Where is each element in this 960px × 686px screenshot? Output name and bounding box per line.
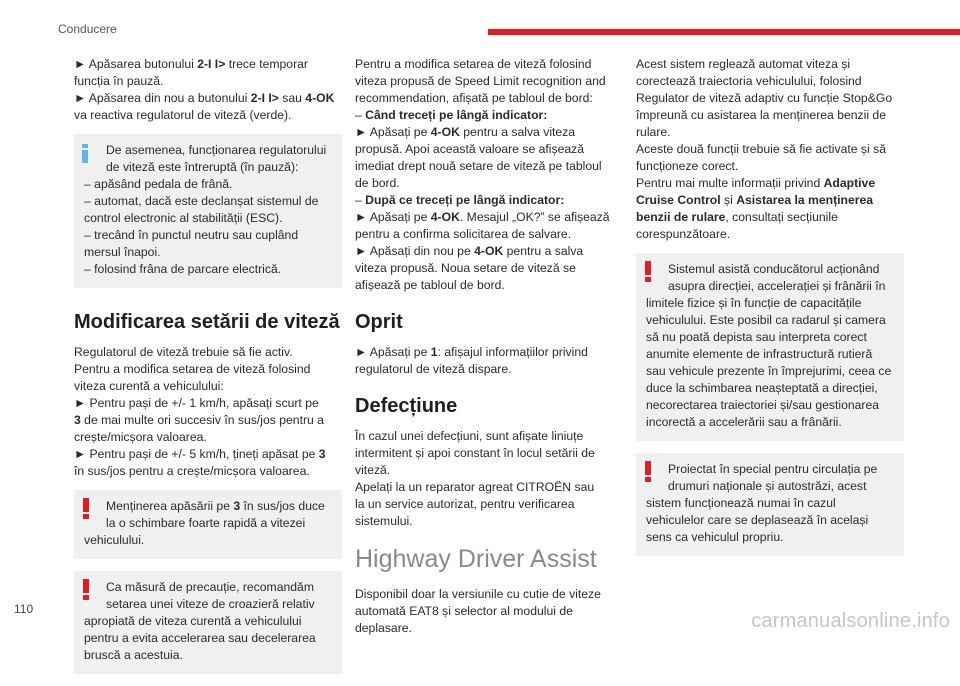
text: Menținerea apăsării pe — [106, 499, 234, 513]
term: Asistarea la menținerea — [736, 193, 874, 207]
text-line — [636, 175, 904, 192]
button-ref: 3 — [233, 499, 241, 513]
term: Cruise Control — [636, 193, 721, 207]
text-line — [355, 344, 623, 361]
section-title: Conducere — [58, 22, 117, 36]
text-line: Disponibil doar la versiunile cu cutie de viteze — [355, 587, 601, 601]
note-line: Proiectat în special pentru circulația pe — [668, 462, 878, 476]
note-line: pentru a evita accelerarea sau decelerarea — [84, 631, 316, 645]
button-ref: 3 — [74, 413, 81, 427]
text: ► Apăsarea butonului — [74, 57, 198, 71]
button-ref: 4-OK — [305, 91, 335, 105]
text-line: Regulatorul de viteză trebuie să fie activ. — [74, 345, 293, 359]
section-heading: Modificarea setării de viteză — [74, 311, 340, 333]
text-line: Pentru a modifica setarea de viteză folosind — [74, 362, 311, 376]
note-line: control electronic al stabilității (ESC). — [84, 211, 283, 225]
term: benzii de rulare — [636, 210, 726, 224]
text: ► Apăsați pe — [355, 125, 431, 139]
section-heading: Oprit — [355, 311, 403, 333]
note-line: incorectă a accelerării sau a frânării. — [646, 415, 842, 429]
text-line — [355, 107, 623, 124]
note-line: – apăsând pedala de frână. — [84, 177, 233, 191]
text: : afișajul informațiilor privind — [437, 345, 588, 359]
text-line: împreună cu asistarea la menținerea benzii de — [636, 108, 886, 122]
warning-note-box — [636, 253, 904, 441]
text-line: imediat drept nouă setare de viteză pe tabloul — [355, 159, 602, 173]
button-ref: 1 — [430, 345, 438, 359]
text: ► Apăsați din nou pe — [355, 244, 475, 258]
subheading: După ce treceți pe lângă indicator: — [365, 193, 565, 207]
text: – — [355, 108, 366, 122]
note-line: setarea unei viteze de croazieră relativ — [106, 597, 315, 611]
text-line: corespunzătoare. — [636, 227, 731, 241]
note-line: sens ca vehiculul propriu. — [646, 530, 784, 544]
text-line: pentru a confirma solicitarea de salvare. — [355, 227, 572, 241]
subheading: Când treceți pe lângă indicator: — [365, 108, 548, 122]
text-line: Regulator de viteză adaptiv cu funcție Stop&Go — [636, 91, 893, 105]
text: și — [720, 193, 737, 207]
text-line: sistemului. — [355, 514, 413, 528]
text-line: crește/micșora valoarea. — [74, 430, 207, 444]
warning-note-box — [636, 453, 904, 556]
text-line — [636, 192, 904, 209]
text: . Mesajul „OK?” se afișează — [459, 210, 610, 224]
section-accent-bar — [488, 29, 960, 35]
text: ► Apăsați pe — [355, 345, 431, 359]
text-line: viteza propusă de Speed Limit recognition and — [355, 74, 606, 88]
info-note-box — [74, 134, 342, 288]
section-heading: Defecțiune — [355, 395, 458, 417]
text-line — [355, 124, 623, 141]
note-line: – folosind frâna de parcare electrică. — [84, 262, 282, 276]
text-line: regulatorul de viteză dispare. — [355, 362, 512, 376]
text: ► Apăsați pe — [355, 210, 431, 224]
text: în sus/jos duce — [240, 499, 325, 513]
button-ref: 2-I I> — [250, 91, 279, 105]
warning-icon — [83, 498, 89, 520]
note-line: – automat, dacă este declanșat sistemul de — [84, 194, 319, 208]
text: – — [355, 193, 366, 207]
chapter-heading: Highway Driver Assist — [355, 545, 597, 573]
text: Pentru mai multe informații privind — [636, 176, 824, 190]
warning-note-box — [74, 490, 342, 559]
text: de mai multe ori succesiv în sus/jos pentru a — [80, 413, 324, 427]
text-line — [355, 192, 623, 209]
column-3 — [636, 56, 904, 568]
text-line: de bord. — [355, 176, 400, 190]
note-line: De asemenea, funcționarea regulatorului — [106, 143, 327, 157]
info-icon — [82, 144, 88, 163]
text: ► Pentru pași de +/- 5 km/h, țineți apăsat pe — [74, 447, 319, 461]
text: sau — [278, 91, 306, 105]
note-line: sau vehicule prezente în împrejurimi, ceea ce — [646, 364, 892, 378]
text-line: afișează pe tabloul de bord. — [355, 278, 505, 292]
text-line: funcționeze corect. — [636, 159, 739, 173]
text-line: propusă. Apoi această valoare se afișează — [355, 142, 585, 156]
text-line — [74, 412, 342, 429]
note-line: duce la schimbarea neașteptată a direcției, — [646, 381, 878, 395]
column-2 — [355, 56, 623, 637]
note-line: apropiată de viteza curentă a vehiculului — [84, 614, 302, 628]
text-line: Apelați la un reparator agreat CITROËN sau — [355, 480, 595, 494]
note-line: la o schimbare foarte rapidă a vitezei — [106, 516, 306, 530]
paragraph — [74, 56, 342, 73]
warning-icon — [645, 261, 651, 283]
text-line: viteza propusă. Noua setare de viteză se — [355, 261, 576, 275]
note-line: de viteză este întreruptă (în pauză): — [106, 160, 299, 174]
text-line: funcția în pauză. — [74, 74, 164, 88]
button-ref: 4-OK — [430, 125, 460, 139]
note-line: să nu poată depista sau interpreta corect — [646, 330, 867, 344]
text-line: intermitent și apoi constant în locul setării de — [355, 446, 595, 460]
note-line: vehiculelor care se deplasează în același — [646, 513, 869, 527]
note-line: sistem funcționează numai în cazul — [646, 496, 836, 510]
warning-icon — [83, 579, 89, 601]
text-line — [355, 209, 623, 226]
note-line: – trecând în punctul neutru sau cuplând — [84, 228, 299, 242]
button-ref: 4-OK — [430, 210, 460, 224]
warning-note-box — [74, 571, 342, 674]
text: trece temporar — [225, 57, 308, 71]
text-line: În cazul unei defecțiuni, sunt afișate liniuțe — [355, 429, 584, 443]
text-line: va reactiva regulatorul de viteză (verde). — [74, 108, 292, 122]
text-line: în sus/jos pentru a crește/micșora valoarea. — [74, 464, 310, 478]
page-number: 110 — [14, 602, 34, 616]
note-line: vehiculului. Este posibil ca radarul și camera — [646, 313, 886, 327]
term: Adaptive — [823, 176, 876, 190]
text: pentru a salva — [503, 244, 584, 258]
note-line — [84, 498, 332, 515]
text-line: automată EAT8 și selector al modului de — [355, 604, 573, 618]
text-line: rulare. — [636, 125, 671, 139]
text-line: ► Pentru pași de +/- 1 km/h, apăsați scurt pe — [74, 396, 319, 410]
button-ref: 2-I I> — [197, 57, 226, 71]
text-line: Pentru a modifica setarea de viteză folosind — [355, 57, 592, 71]
note-line: vehiculului. — [84, 533, 145, 547]
text-line: corectează traiectoria vehiculului, folosind — [636, 74, 862, 88]
note-line: Ca măsură de precauție, recomandăm — [106, 580, 314, 594]
text: , consultați secțiunile — [725, 210, 838, 224]
text: pentru a salva viteza — [459, 125, 576, 139]
paragraph — [74, 90, 342, 107]
warning-icon — [645, 461, 651, 483]
note-line: limitele fizice și în funcție de capacitățile — [646, 296, 862, 310]
button-ref: 4-OK — [474, 244, 504, 258]
note-line: drumuri naționale și autostrăzi, acest — [668, 479, 867, 493]
text-line: recommendation, afișată pe tabloul de bord: — [355, 91, 593, 105]
text-line: deplasare. — [355, 621, 412, 635]
column-1 — [74, 56, 342, 686]
note-line: anumite elemente de infrastructură rutieră — [646, 347, 873, 361]
text-line: Aceste două funcții trebuie să fie activate și să — [636, 142, 886, 156]
note-line: bruscă a acestuia. — [84, 648, 183, 662]
note-line: asupra direcției, accelerației și frânării în — [668, 279, 886, 293]
text-line: la un service autorizat, pentru verificarea — [355, 497, 575, 511]
text-line — [74, 446, 342, 463]
watermark: carmanualsonline.info — [751, 610, 950, 632]
note-line: Sistemul asistă conducătorul acționând — [668, 262, 880, 276]
button-ref: 3 — [318, 447, 326, 461]
text-line: viteza curentă a vehiculului: — [74, 379, 224, 393]
text: ► Apăsarea din nou a butonului — [74, 91, 251, 105]
text-line: viteză. — [355, 463, 391, 477]
note-line: necorectarea traiectoriei și/sau gestionarea — [646, 398, 880, 412]
note-line: mersul înapoi. — [84, 245, 161, 259]
text-line: Acest sistem reglează automat viteza și — [636, 57, 851, 71]
text-line — [355, 243, 623, 260]
text-line — [636, 209, 904, 226]
